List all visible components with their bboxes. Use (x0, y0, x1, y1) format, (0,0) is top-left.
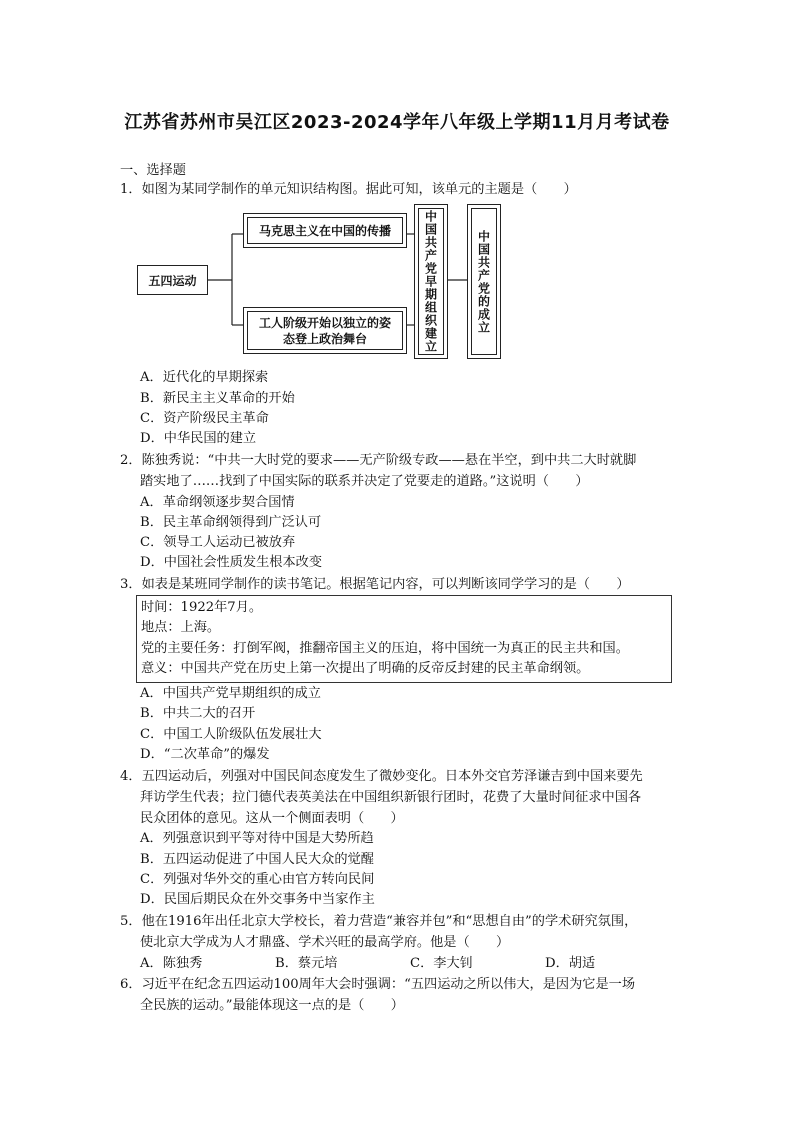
question-2-stem-line2: 踏实地了……找到了中国实际的联系并决定了党要走的道路。”这说明（ ） (140, 474, 589, 489)
q3-option-b: B．中共二大的召开 (140, 706, 256, 721)
diagram-branch1-label: 马克思主义在中国的传播 (258, 224, 391, 238)
note-significance: 意义：中国共产党在历史上第一次提出了明确的反帝反封建的民主革命纲领。 (141, 661, 590, 676)
diagram-mid-box (414, 204, 448, 359)
q1-option-a: A．近代化的早期探索 (140, 370, 269, 385)
q2-option-d: D．中国社会性质发生根本改变 (140, 555, 323, 570)
q5-option-c: C．李大钊 (410, 956, 473, 971)
diagram-root-label: 五四运动 (148, 273, 197, 288)
q4-option-d: D．民国后期民众在外交事务中当家作主 (140, 892, 375, 907)
q5-option-d: D．胡适 (545, 956, 596, 971)
note-task: 党的主要任务：打倒军阀，推翻帝国主义的压迫，将中国统一为真正的民主共和国。 (141, 641, 629, 656)
note-place: 地点：上海。 (141, 620, 221, 635)
section-heading: 一、选择题 (120, 163, 186, 178)
q4-option-a: A．列强意识到平等对待中国是大势所趋 (140, 831, 374, 846)
question-3-stem: 3．如表是某班同学制作的读书笔记。根据笔记内容，可以判断该同学学习的是（ ） (120, 577, 630, 592)
note-time: 时间：1922年7月。 (141, 600, 263, 615)
q1-option-c: C．资产阶级民主革命 (140, 411, 269, 426)
diagram-root-box (137, 265, 208, 295)
question-6-stem-line2: 全民族的运动。”最能体现这一点的是（ ） (140, 998, 404, 1013)
q5-option-a: A．陈独秀 (140, 956, 203, 971)
diagram-end-box (467, 204, 501, 359)
diagram-mid-label: 中国共产党早期组织建立 (423, 210, 438, 353)
question-6-stem-line1: 6．习近平在纪念五四运动100周年大会时强调：“五四运动之所以伟大，是因为它是一场 (120, 977, 636, 992)
q3-option-d: D．“二次革命”的爆发 (140, 747, 270, 762)
q3-option-c: C．中国工人阶级队伍发展壮大 (140, 727, 322, 742)
q2-option-a: A．革命纲领逐步契合国情 (140, 495, 295, 510)
question-5-stem-line2: 使北京大学成为人才鼎盛、学术兴旺的最高学府。他是（ ） (140, 935, 510, 950)
question-4-stem-line2: 拜访学生代表；拉门德代表英美法在中国组织新银行团时，花费了大量时间征求中国各 (140, 790, 642, 805)
q5-option-b: B．蔡元培 (275, 956, 338, 971)
diagram-branch2-label-line2: 态登上政治舞台 (282, 331, 367, 346)
q1-option-d: D．中华民国的建立 (140, 431, 257, 446)
page-title: 江苏省苏州市吴江区2023-2024学年八年级上学期11月月考试卷 (124, 112, 670, 133)
q2-option-b: B．民主革命纲领得到广泛认可 (140, 515, 322, 530)
q3-option-a: A．中国共产党早期组织的成立 (140, 686, 321, 701)
diagram-branch2-box (243, 307, 407, 354)
q2-option-c: C．领导工人运动已被放弃 (140, 535, 296, 550)
reading-note-box (136, 595, 672, 683)
question-4-stem-line1: 4．五四运动后，列强对中国民间态度发生了微妙变化。日本外交官芳泽谦吉到中国来要先 (120, 769, 643, 784)
question-1-stem: 1．如图为某同学制作的单元知识结构图。据此可知，该单元的主题是（ ） (120, 182, 577, 197)
diagram-branch2-label-line1: 工人阶级开始以独立的姿 (258, 315, 391, 330)
diagram-end-label: 中国共产党的成立 (476, 229, 491, 334)
question-4-stem-line3: 民众团体的意见。这从一个侧面表明（ ） (140, 811, 404, 826)
q4-option-b: B．五四运动促进了中国人民大众的觉醒 (140, 852, 374, 867)
diagram-branch1-box (243, 213, 407, 248)
q4-option-c: C．列强对华外交的重心由官方转向民间 (140, 872, 375, 887)
q1-option-b: B．新民主主义革命的开始 (140, 391, 295, 406)
question-5-stem-line1: 5．他在1916年出任北京大学校长，着力营造“兼容并包”和“思想自由”的学术研究氛围， (120, 914, 638, 929)
question-2-stem-line1: 2．陈独秀说：“中共一大时党的要求——无产阶级专政——悬在半空，到中共二大时就脚 (120, 453, 637, 468)
